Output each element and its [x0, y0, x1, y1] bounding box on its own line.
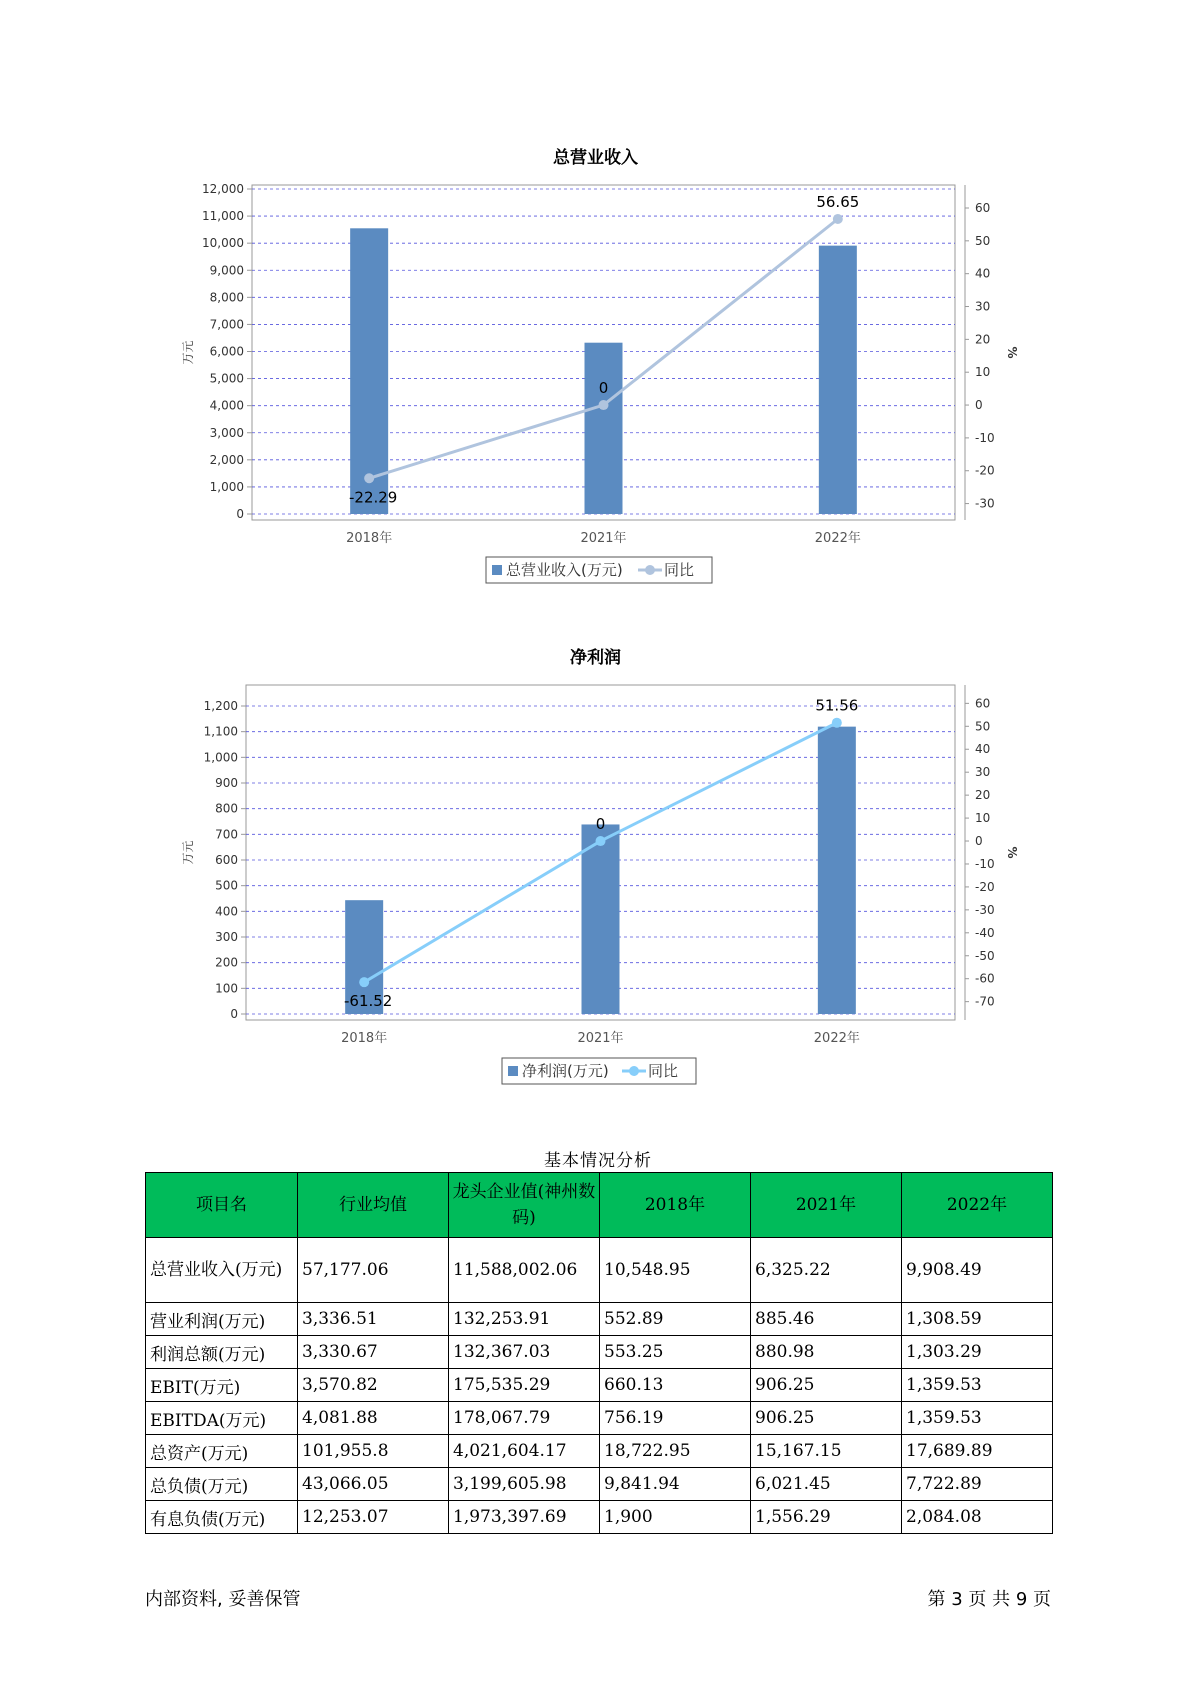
table-row: [146, 1336, 1053, 1369]
cell: 178,067.79: [449, 1402, 600, 1435]
left-tick-label: 0: [230, 1007, 238, 1021]
legend-bar-swatch: [492, 565, 502, 575]
cell: 3,570.82: [298, 1369, 449, 1402]
row-label: 有息负债(万元): [146, 1501, 298, 1534]
header-leader-value: 龙头企业值(神州数码): [449, 1173, 600, 1238]
yoy-point: [599, 400, 609, 410]
cell: 885.46: [751, 1303, 902, 1336]
right-tick-label: 10: [975, 811, 991, 826]
cell: 906.25: [751, 1402, 902, 1435]
yoy-point: [364, 473, 374, 483]
footer-confidential-note: 内部资料, 妥善保管: [145, 1589, 301, 1610]
left-tick-label: 800: [215, 801, 238, 816]
right-axis-title: %: [1005, 846, 1019, 859]
row-label: 营业利润(万元): [146, 1303, 298, 1336]
left-tick-label: 500: [215, 878, 238, 893]
right-tick-label: 30: [975, 765, 991, 780]
right-tick-label: 20: [975, 332, 991, 347]
right-tick-label: 30: [975, 299, 991, 314]
cell: 3,330.67: [298, 1336, 449, 1369]
basic-analysis-table: [145, 1172, 1053, 1534]
left-tick-label: 300: [215, 930, 238, 944]
cell: 1,900: [600, 1501, 751, 1534]
data-label: -61.52: [343, 992, 393, 1011]
left-tick-label: 0: [236, 507, 244, 521]
left-tick-label: 9,000: [209, 263, 244, 278]
legend-line-marker: [645, 565, 655, 575]
chart-title: 总营业收入: [553, 148, 638, 168]
legend-bar-label: 净利润(万元): [522, 1062, 609, 1080]
cell: 906.25: [751, 1369, 902, 1402]
cell: 553.25: [600, 1336, 751, 1369]
legend-bar-swatch: [508, 1066, 518, 1076]
net-profit-chart: [0, 620, 1191, 1100]
cell: 4,021,604.17: [449, 1435, 600, 1468]
right-tick-label: 60: [975, 696, 991, 711]
chart-title: 净利润: [570, 648, 621, 668]
cell: 132,367.03: [449, 1336, 600, 1369]
right-tick-label: 40: [975, 742, 991, 757]
bar: [585, 343, 623, 514]
x-tick-label: 2022年: [813, 1031, 860, 1046]
cell: 12,253.07: [298, 1501, 449, 1534]
left-axis-title: 万元: [181, 340, 195, 365]
right-tick-label: 0: [975, 398, 983, 413]
cell: 1,556.29: [751, 1501, 902, 1534]
yoy-point: [359, 977, 369, 987]
left-tick-label: 8,000: [209, 290, 244, 305]
right-tick-label: 50: [975, 233, 991, 248]
x-tick-label: 2018年: [346, 531, 393, 546]
data-label: 51.56: [815, 696, 859, 715]
left-tick-label: 5,000: [209, 371, 244, 386]
cell: 43,066.05: [298, 1468, 449, 1501]
data-label: 56.65: [816, 192, 860, 211]
right-tick-label: 10: [975, 365, 991, 380]
data-label: 0: [595, 815, 606, 834]
right-tick-label: 0: [975, 834, 983, 849]
cell: 2,084.08: [902, 1501, 1053, 1534]
cell: 1,303.29: [902, 1336, 1053, 1369]
cell: 552.89: [600, 1303, 751, 1336]
cell: 15,167.15: [751, 1435, 902, 1468]
row-label: 利润总额(万元): [146, 1336, 298, 1369]
cell: 10,548.95: [600, 1238, 751, 1303]
cell: 57,177.06: [298, 1238, 449, 1303]
cell: 660.13: [600, 1369, 751, 1402]
data-label: 0: [598, 379, 609, 398]
header-2018: 2018年: [600, 1173, 751, 1238]
table-row: [146, 1468, 1053, 1501]
legend-line-label: 同比: [648, 1062, 679, 1080]
right-tick-label: -60: [975, 971, 995, 986]
right-tick-label: -50: [975, 948, 995, 963]
table-header-row: [146, 1173, 1053, 1238]
cell: 9,908.49: [902, 1238, 1053, 1303]
legend-bar-label: 总营业收入(万元): [506, 561, 623, 579]
cell: 17,689.89: [902, 1435, 1053, 1468]
left-tick-label: 200: [215, 955, 238, 970]
left-tick-label: 1,000: [209, 479, 244, 494]
footer-page-number: 第 3 页 共 9 页: [927, 1589, 1051, 1610]
left-tick-label: 10,000: [202, 236, 244, 251]
cell: 101,955.8: [298, 1435, 449, 1468]
cell: 1,308.59: [902, 1303, 1053, 1336]
left-tick-label: 100: [215, 981, 238, 996]
table-row: [146, 1402, 1053, 1435]
x-tick-label: 2022年: [814, 531, 861, 546]
cell: 175,535.29: [449, 1369, 600, 1402]
right-tick-label: -20: [975, 463, 995, 478]
left-axis-title: 万元: [181, 840, 195, 865]
row-label: 总营业收入(万元): [146, 1238, 298, 1303]
cell: 3,199,605.98: [449, 1468, 600, 1501]
row-label: 总资产(万元): [146, 1435, 298, 1468]
left-tick-label: 2,000: [209, 452, 244, 467]
cell: 1,359.53: [902, 1369, 1053, 1402]
revenue-chart: [0, 0, 1191, 620]
row-label: EBITDA(万元): [146, 1402, 298, 1435]
right-tick-label: -70: [975, 994, 995, 1009]
left-tick-label: 12,000: [202, 182, 244, 196]
left-tick-label: 1,200: [203, 699, 238, 713]
bar: [818, 727, 856, 1014]
cell: 6,021.45: [751, 1468, 902, 1501]
bar: [350, 228, 388, 514]
right-tick-label: -20: [975, 879, 995, 894]
right-tick-label: -10: [975, 430, 995, 445]
right-tick-label: -30: [975, 496, 995, 511]
cell: 6,325.22: [751, 1238, 902, 1303]
cell: 880.98: [751, 1336, 902, 1369]
cell: 3,336.51: [298, 1303, 449, 1336]
header-industry-avg: 行业均值: [298, 1173, 449, 1238]
cell: 9,841.94: [600, 1468, 751, 1501]
left-tick-label: 600: [215, 853, 238, 867]
cell: 756.19: [600, 1402, 751, 1435]
right-tick-label: -10: [975, 856, 995, 871]
table-row: [146, 1303, 1053, 1336]
header-2022: 2022年: [902, 1173, 1053, 1238]
left-tick-label: 7,000: [209, 317, 244, 332]
data-label: -22.29: [348, 488, 398, 507]
table-row: [146, 1238, 1053, 1303]
right-tick-label: 20: [975, 788, 991, 803]
yoy-point: [833, 214, 843, 224]
cell: 1,973,397.69: [449, 1501, 600, 1534]
table-row: [146, 1501, 1053, 1534]
legend-line-label: 同比: [664, 561, 695, 579]
cell: 1,359.53: [902, 1402, 1053, 1435]
left-tick-label: 700: [215, 827, 238, 842]
cell: 18,722.95: [600, 1435, 751, 1468]
left-tick-label: 3,000: [209, 425, 244, 440]
legend-line-marker: [629, 1066, 639, 1076]
left-tick-label: 11,000: [202, 209, 244, 224]
x-tick-label: 2021年: [580, 531, 627, 546]
header-2021: 2021年: [751, 1173, 902, 1238]
right-tick-label: 50: [975, 719, 991, 734]
x-tick-label: 2018年: [341, 1031, 388, 1046]
yoy-point: [596, 836, 606, 846]
left-tick-label: 400: [215, 904, 238, 919]
left-tick-label: 6,000: [209, 344, 244, 359]
table-caption: 基本情况分析: [544, 1151, 652, 1171]
right-tick-label: 40: [975, 266, 991, 281]
header-item-name: 项目名: [146, 1173, 298, 1238]
bar: [582, 824, 620, 1014]
left-tick-label: 1,100: [203, 724, 238, 739]
x-tick-label: 2021年: [577, 1031, 624, 1046]
table-row: [146, 1435, 1053, 1468]
cell: 132,253.91: [449, 1303, 600, 1336]
table-row: [146, 1369, 1053, 1402]
bar: [819, 246, 857, 514]
cell: 4,081.88: [298, 1402, 449, 1435]
yoy-point: [832, 718, 842, 728]
right-axis-title: %: [1005, 346, 1019, 359]
row-label: 总负债(万元): [146, 1468, 298, 1501]
row-label: EBIT(万元): [146, 1369, 298, 1402]
left-tick-label: 900: [215, 776, 238, 790]
left-tick-label: 4,000: [209, 398, 244, 413]
left-tick-label: 1,000: [203, 750, 238, 765]
right-tick-label: 60: [975, 200, 991, 215]
cell: 11,588,002.06: [449, 1238, 600, 1303]
right-tick-label: -40: [975, 925, 995, 940]
right-tick-label: -30: [975, 902, 995, 917]
cell: 7,722.89: [902, 1468, 1053, 1501]
